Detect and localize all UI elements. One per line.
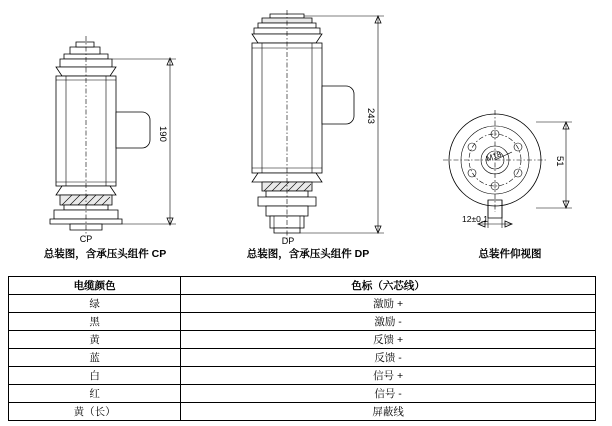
cell-color: 白 (9, 367, 181, 385)
table-row (9, 367, 596, 385)
figure-dp (218, 8, 408, 244)
figure-cp (20, 14, 200, 242)
dimension-12: 12±0.1 (462, 214, 488, 224)
figure-dp-caption: 总装图，含承压头组件 DP (246, 248, 370, 260)
cell-function: 屏蔽线 (181, 403, 596, 421)
table-row (9, 403, 596, 421)
cell-color: 黄（长） (9, 403, 181, 421)
figure-dp-drawing (218, 8, 408, 244)
table-row (9, 295, 596, 313)
cell-color: 蓝 (9, 349, 181, 367)
table-row (9, 385, 596, 403)
dimension-51: 51 (554, 156, 565, 167)
table-row (9, 349, 596, 367)
table-header-row (9, 277, 596, 295)
hole-label-m18: M18 (484, 149, 503, 164)
cell-function: 信号 - (181, 385, 596, 403)
figure-bottom-view (440, 108, 590, 238)
cable-color-table (8, 276, 596, 421)
dimension-243: 243 (365, 108, 376, 124)
cell-color: 黑 (9, 313, 181, 331)
cell-color: 黄 (9, 331, 181, 349)
cell-function: 反馈 - (181, 349, 596, 367)
figure-cp-sublabel: CP (79, 234, 93, 244)
cell-function: 激励 - (181, 313, 596, 331)
figure-bottom-view-caption: 总装件仰视图 (478, 248, 542, 260)
cell-color: 红 (9, 385, 181, 403)
cell-color: 绿 (9, 295, 181, 313)
figure-cp-caption: 总装图，含承压头组件 CP (43, 248, 167, 260)
cell-function: 激励 + (181, 295, 596, 313)
figure-cp-drawing (20, 14, 200, 242)
table-header-color-code: 色标（六芯线） (181, 277, 596, 295)
table-row (9, 313, 596, 331)
cell-function: 反馈 + (181, 331, 596, 349)
dimension-190: 190 (157, 126, 168, 142)
table-header-cable-color: 电缆颜色 (9, 277, 181, 295)
cell-function: 信号 + (181, 367, 596, 385)
table-row (9, 331, 596, 349)
figure-dp-sublabel: DP (281, 236, 295, 246)
